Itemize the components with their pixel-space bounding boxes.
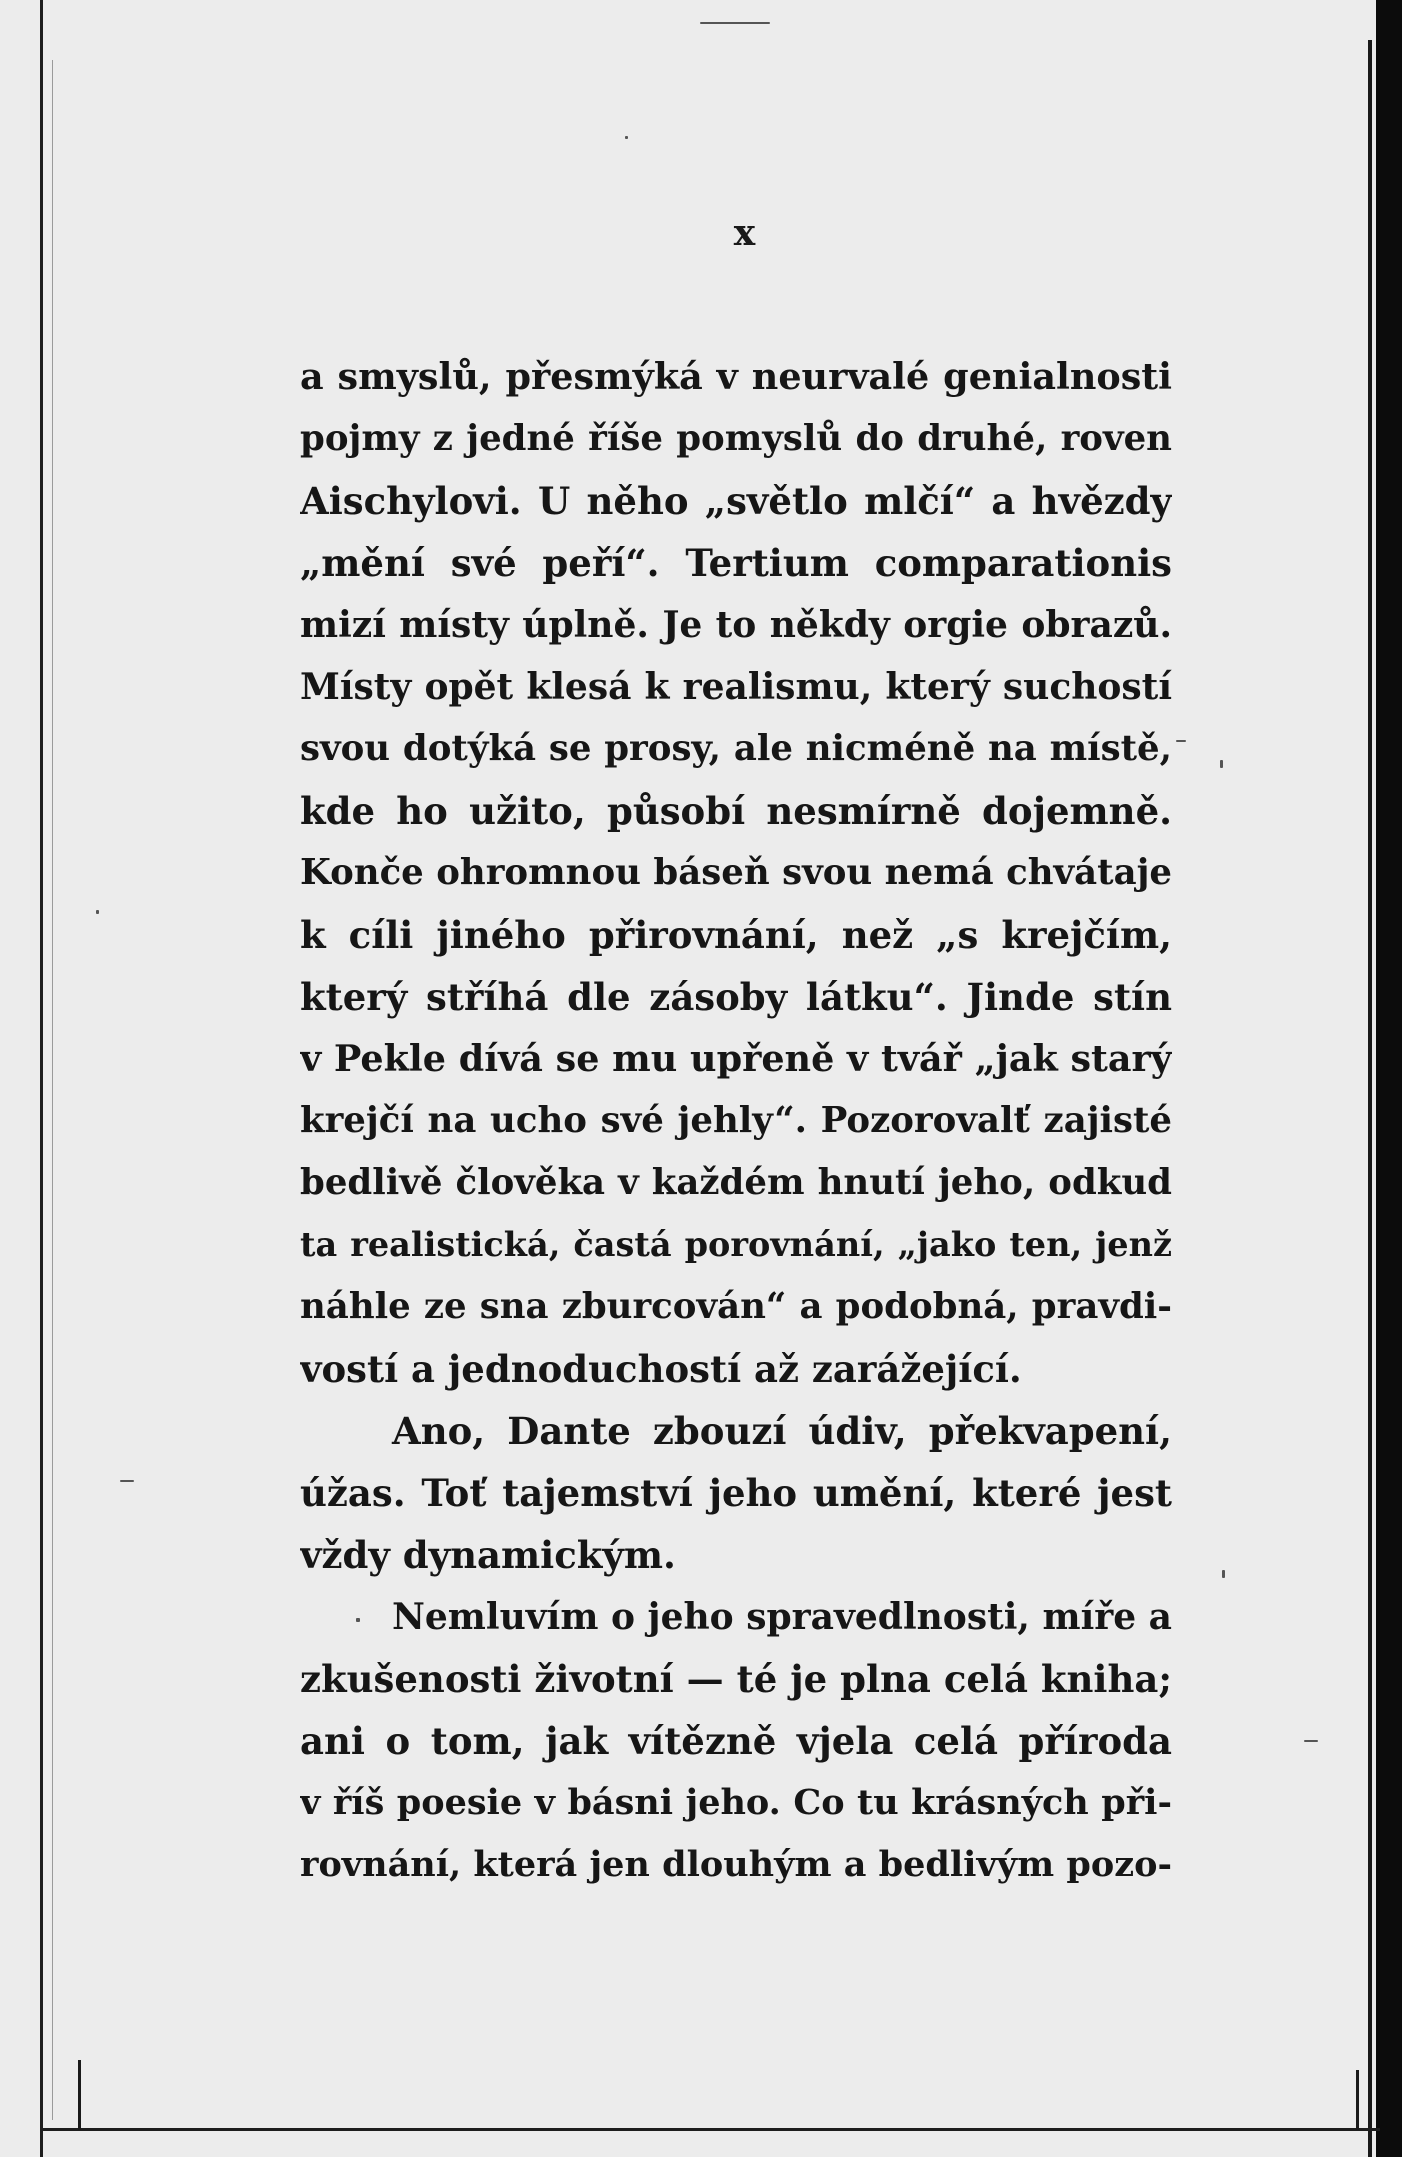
text-line: v Pekle dívá se mu upřeně v tvář „jak starý <box>300 1037 1172 1080</box>
page-left-inner-edge <box>52 60 53 2120</box>
text-line: kde ho užito, působí nesmírně dojemně. <box>300 789 1172 833</box>
text-line: a smyslů, přesmýká v neurvalé genialnosti <box>300 355 1172 398</box>
scan-speck <box>1304 1740 1318 1742</box>
text-line: Místy opět klesá k realismu, který suchostí <box>300 666 1172 708</box>
scan-speck <box>1222 1570 1225 1578</box>
scan-speck <box>1176 740 1186 742</box>
page-left-edge <box>40 0 43 2157</box>
scan-speck <box>700 22 770 24</box>
text-line: vždy dynamickým. <box>300 1533 676 1577</box>
text-line: Konče ohromnou báseň svou nemá chvátaje <box>300 852 1172 893</box>
text-line: vostí a jednoduchostí až zarážející. <box>300 1347 1022 1391</box>
text-line: rovnání, která jen dlouhým a bedlivým pozo- <box>300 1844 1172 1885</box>
text-line: úžas. Toť tajemství jeho umění, které jest <box>300 1471 1172 1515</box>
text-line: náhle ze sna zburcován“ a podobná, pravdi- <box>300 1286 1172 1327</box>
body-text <box>300 346 1172 1896</box>
text-line: který stříhá dle zásoby látku“. Jinde stín <box>300 975 1172 1019</box>
text-line: „mění své peří“. Tertium comparationis <box>300 541 1172 585</box>
paragraph-1 <box>300 346 1172 1400</box>
page-right-edge <box>1368 40 1372 2157</box>
text-line: pojmy z jedné říše pomyslů do druhé, roven <box>300 418 1172 459</box>
paragraph-3 <box>300 1586 1172 1896</box>
text-line: mizí místy úplně. Je to někdy orgie obrazů. <box>300 604 1172 646</box>
text-line: Ano, Dante zbouzí údiv, překvapení, <box>392 1409 1172 1453</box>
scan-artifact-tick <box>1356 2070 1359 2130</box>
paragraph-2 <box>300 1400 1172 1586</box>
text-line: ta realistická, častá porovnání, „jako ten, jenž <box>300 1225 1172 1264</box>
scan-speck <box>1220 760 1223 768</box>
text-line: svou dotýká se prosy, ale nicméně na místě, <box>300 728 1172 769</box>
text-line: krejčí na ucho své jehly“. Pozorovalť zajisté <box>300 1100 1172 1141</box>
scan-speck <box>625 136 628 139</box>
scan-artifact-tick <box>78 2060 81 2130</box>
text-line: ani o tom, jak vítězně vjela celá příroda <box>300 1719 1172 1763</box>
scan-speck <box>96 910 99 914</box>
text-line: bedlivě člověka v každém hnutí jeho, odkud <box>300 1162 1172 1203</box>
text-line: Aischylovi. U něho „světlo mlčí“ a hvězdy <box>300 479 1172 523</box>
text-line: v říš poesie v básni jeho. Co tu krásných při- <box>300 1782 1172 1823</box>
scan-speck <box>120 1480 134 1482</box>
text-line: k cíli jiného přirovnání, než „s krejčím, <box>300 913 1172 957</box>
text-line: zkušenosti životní — té je plna celá kniha; <box>300 1657 1172 1701</box>
page-bottom-edge <box>40 2128 1380 2131</box>
scan-dark-border <box>1376 0 1402 2157</box>
text-line: Nemluvím o jeho spravedlnosti, míře a <box>392 1596 1172 1638</box>
page-number: x <box>733 212 757 254</box>
